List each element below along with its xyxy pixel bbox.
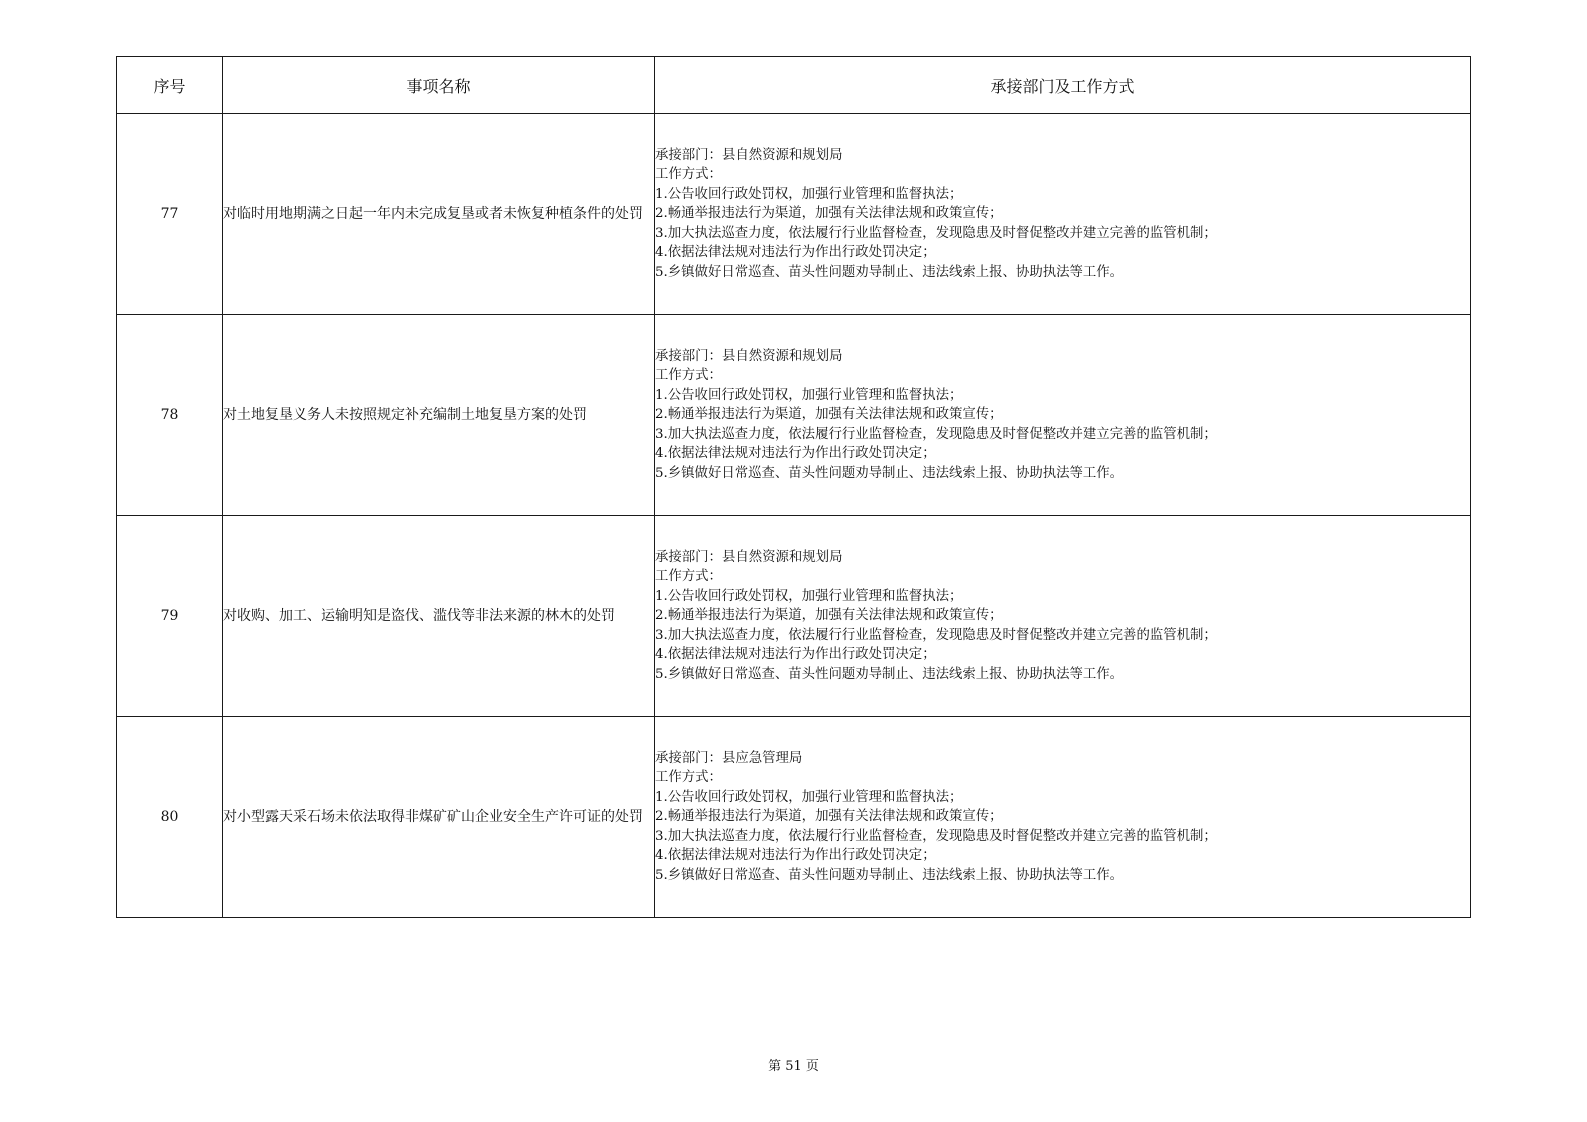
method-line: 3.加大执法巡查力度，依法履行行业监督检查，发现隐患及时督促整改并建立完善的监管机制； <box>655 828 1217 844</box>
method-line: 5.乡镇做好日常巡查、苗头性问题劝导制止、违法线索上报、协助执法等工作。 <box>655 264 1124 280</box>
method-line: 4.依据法律法规对违法行为作出行政处罚决定； <box>655 647 936 663</box>
dept-line: 承接部门：县应急管理局 <box>655 750 803 766</box>
method-label: 工作方式： <box>655 368 722 384</box>
dept-line: 承接部门：县自然资源和规划局 <box>655 147 843 163</box>
method-line: 4.依据法律法规对违法行为作出行政处罚决定； <box>655 848 936 864</box>
row-dept-method <box>655 717 1471 918</box>
dept-line: 承接部门：县自然资源和规划局 <box>655 549 843 565</box>
method-line: 4.依据法律法规对违法行为作出行政处罚决定； <box>655 245 936 261</box>
row-seq: 79 <box>117 516 223 717</box>
method-line: 2.畅通举报违法行为渠道，加强有关法律法规和政策宣传； <box>655 809 1003 825</box>
header-seq: 序号 <box>117 57 223 114</box>
row-item-name: 对临时用地期满之日起一年内未完成复垦或者未恢复种植条件的处罚 <box>223 114 655 315</box>
items-table <box>116 56 1471 918</box>
method-line: 1.公告收回行政处罚权，加强行业管理和监督执法； <box>655 588 963 604</box>
table-row <box>117 516 1471 717</box>
header-dept: 承接部门及工作方式 <box>655 57 1471 114</box>
row-seq: 77 <box>117 114 223 315</box>
method-label: 工作方式： <box>655 770 722 786</box>
row-seq: 78 <box>117 315 223 516</box>
dept-line: 承接部门：县自然资源和规划局 <box>655 348 843 364</box>
row-item-name: 对收购、加工、运输明知是盗伐、滥伐等非法来源的林木的处罚 <box>223 516 655 717</box>
method-line: 2.畅通举报违法行为渠道，加强有关法律法规和政策宣传； <box>655 407 1003 423</box>
method-line: 5.乡镇做好日常巡查、苗头性问题劝导制止、违法线索上报、协助执法等工作。 <box>655 465 1124 481</box>
row-dept-method <box>655 516 1471 717</box>
table-row <box>117 717 1471 918</box>
page-number: 第 51 页 <box>768 1059 819 1074</box>
header-name: 事项名称 <box>223 57 655 114</box>
method-line: 4.依据法律法规对违法行为作出行政处罚决定； <box>655 446 936 462</box>
row-dept-method <box>655 114 1471 315</box>
table-row <box>117 114 1471 315</box>
table-header-row <box>117 57 1471 114</box>
row-item-name: 对小型露天采石场未依法取得非煤矿矿山企业安全生产许可证的处罚 <box>223 717 655 918</box>
row-item-name: 对土地复垦义务人未按照规定补充编制土地复垦方案的处罚 <box>223 315 655 516</box>
method-line: 2.畅通举报违法行为渠道，加强有关法律法规和政策宣传； <box>655 608 1003 624</box>
method-label: 工作方式： <box>655 167 722 183</box>
method-line: 3.加大执法巡查力度，依法履行行业监督检查，发现隐患及时督促整改并建立完善的监管机制； <box>655 426 1217 442</box>
method-line: 2.畅通举报违法行为渠道，加强有关法律法规和政策宣传； <box>655 206 1003 222</box>
method-line: 1.公告收回行政处罚权，加强行业管理和监督执法； <box>655 789 963 805</box>
method-line: 3.加大执法巡查力度，依法履行行业监督检查，发现隐患及时督促整改并建立完善的监管机制； <box>655 225 1217 241</box>
row-dept-method <box>655 315 1471 516</box>
method-line: 5.乡镇做好日常巡查、苗头性问题劝导制止、违法线索上报、协助执法等工作。 <box>655 867 1124 883</box>
method-line: 5.乡镇做好日常巡查、苗头性问题劝导制止、违法线索上报、协助执法等工作。 <box>655 666 1124 682</box>
method-line: 3.加大执法巡查力度，依法履行行业监督检查，发现隐患及时督促整改并建立完善的监管机制； <box>655 627 1217 643</box>
method-label: 工作方式： <box>655 569 722 585</box>
method-line: 1.公告收回行政处罚权，加强行业管理和监督执法； <box>655 387 963 403</box>
row-seq: 80 <box>117 717 223 918</box>
method-line: 1.公告收回行政处罚权，加强行业管理和监督执法； <box>655 186 963 202</box>
table-row <box>117 315 1471 516</box>
